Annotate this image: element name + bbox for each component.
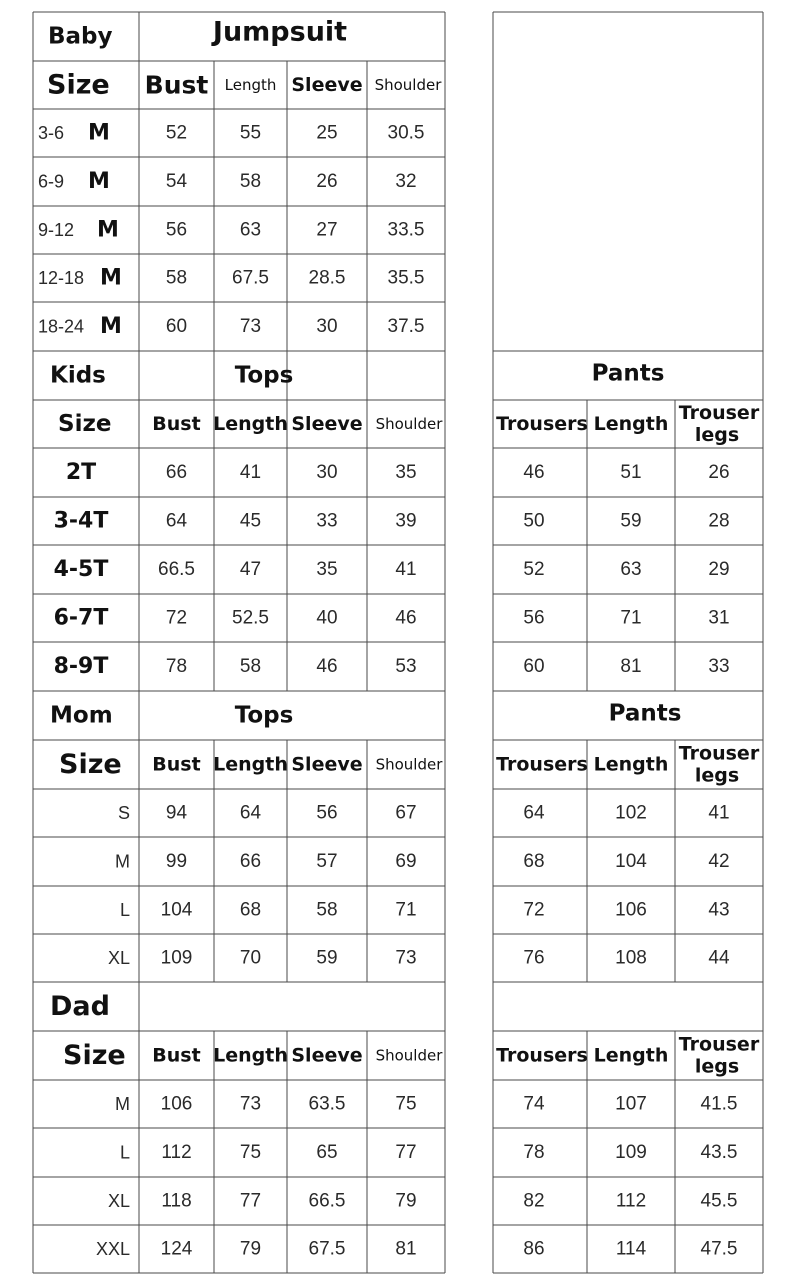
mom-pants-value: 106: [615, 899, 647, 921]
kids-tops-value: 35: [395, 462, 417, 483]
baby-size: 12-18: [38, 268, 85, 288]
mom-tops-header: Shoulder: [375, 755, 443, 774]
kids-tops-value: 66.5: [158, 559, 195, 580]
kids-pants-value: 26: [708, 462, 730, 483]
kids-pants-value: 33: [708, 656, 730, 677]
kids-tops-value: 33: [316, 510, 338, 532]
kids-pants-value: 51: [620, 462, 642, 483]
baby-value: 52: [165, 122, 188, 144]
dad-size: M: [115, 1094, 130, 1114]
kids-tops-value: 46: [395, 607, 417, 629]
dad-pants-value: 41.5: [700, 1093, 738, 1115]
table-grid: [33, 12, 763, 1273]
baby-value: 37.5: [387, 316, 425, 337]
baby-value: 35.5: [387, 267, 425, 289]
dad-legs-header: Trouser: [678, 1033, 760, 1056]
mom-pants-title: Pants: [608, 700, 682, 727]
mom-pants-value: 41: [708, 802, 730, 824]
kids-pants-value: 28: [708, 510, 730, 532]
kids-pants-value: 46: [523, 462, 545, 483]
dad-pants-header: Length: [593, 1044, 669, 1067]
kids-size: 2T: [65, 460, 97, 485]
dad-size: XL: [107, 1191, 130, 1211]
kids-pants-value: 71: [620, 607, 642, 629]
kids-pants-value: 81: [620, 656, 642, 677]
baby-value: 58: [165, 267, 188, 289]
dad-size: XXL: [95, 1239, 130, 1259]
kids-tops-header: Length: [213, 413, 288, 435]
mom-tops-header: Sleeve: [291, 753, 363, 776]
baby-value: 26: [316, 171, 338, 192]
mom-tops-value: 94: [165, 802, 188, 824]
dad-pants-value: 82: [523, 1190, 545, 1212]
baby-size-unit: M: [100, 314, 122, 339]
dad-pants-value: 74: [523, 1093, 545, 1115]
kids-tops-value: 52.5: [232, 607, 269, 629]
mom-pants-header: Length: [593, 753, 669, 776]
baby-size-unit: M: [97, 217, 119, 243]
dad-size-label: Size: [63, 1040, 126, 1071]
baby-value: 58: [239, 171, 262, 192]
kids-tops-value: 64: [165, 510, 188, 532]
kids-pants-value: 56: [523, 607, 545, 629]
mom-tops-value: 64: [239, 802, 262, 824]
kids-tops-value: 66: [165, 462, 188, 483]
mom-pants-value: 68: [523, 851, 545, 872]
dad-pants-value: 107: [615, 1093, 647, 1115]
dad-legs-header: legs: [694, 1055, 740, 1078]
kids-pants-title: Pants: [591, 360, 665, 387]
baby-value: 60: [165, 316, 188, 337]
baby-value: 54: [165, 171, 188, 192]
mom-size-label: Size: [59, 749, 122, 780]
kids-tops-value: 40: [316, 607, 338, 629]
kids-tops-value: 72: [165, 607, 188, 629]
kids-pants-header: Length: [593, 413, 669, 435]
kids-tops-value: 41: [239, 462, 262, 483]
dad-tops-value: 81: [395, 1238, 417, 1260]
dad-pants-value: 112: [615, 1190, 647, 1212]
baby-value: 28.5: [308, 267, 346, 289]
baby-size: 18-24: [38, 316, 85, 337]
baby-header: Bust: [144, 70, 209, 100]
kids-pants-header: Trousers: [496, 413, 588, 435]
mom-tops-value: 68: [239, 899, 262, 921]
mom-pants-value: 64: [523, 802, 545, 824]
kids-size-label: Size: [58, 411, 112, 437]
kids-legs-header: Trouser: [678, 402, 760, 424]
mom-size: L: [119, 900, 130, 920]
baby-header: Sleeve: [291, 74, 363, 96]
mom-pants-value: 42: [708, 851, 730, 872]
kids-size: 6-7T: [53, 605, 109, 631]
mom-pants-value: 102: [615, 802, 647, 824]
dad-tops-value: 118: [161, 1190, 192, 1212]
mom-pants-value: 43: [708, 899, 730, 921]
dad-tops-header: Sleeve: [291, 1044, 363, 1067]
dad-tops-value: 67.5: [308, 1238, 346, 1260]
mom-pants-value: 72: [523, 899, 545, 921]
dad-pants-value: 45.5: [700, 1190, 738, 1212]
mom-tops-value: 58: [316, 899, 338, 921]
kids-pants-value: 31: [708, 607, 730, 629]
dad-pants-header: Trousers: [496, 1044, 588, 1067]
dad-tops-value: 112: [161, 1142, 192, 1163]
dad-tops-header: Length: [213, 1044, 288, 1067]
kids-tops-title: Tops: [234, 362, 294, 389]
kids-pants-value: 63: [620, 559, 642, 580]
kids-pants-value: 50: [523, 510, 545, 532]
baby-value: 30.5: [387, 122, 425, 144]
dad-pants-value: 114: [615, 1238, 647, 1260]
dad-tops-value: 124: [160, 1238, 193, 1260]
mom-tops-value: 99: [165, 851, 188, 872]
dad-tops-value: 106: [160, 1093, 193, 1115]
baby-value: 55: [239, 122, 262, 144]
kids-tops-value: 78: [165, 656, 188, 677]
kids-legs-header: legs: [694, 424, 740, 446]
baby-size-unit: M: [100, 265, 122, 291]
kids-tops-header: Sleeve: [291, 413, 363, 435]
baby-value: 25: [316, 122, 338, 144]
mom-tops-header: Bust: [152, 753, 201, 776]
mom-tops-value: 104: [160, 899, 193, 921]
dad-tops-value: 77: [239, 1190, 262, 1212]
jumpsuit-title: Jumpsuit: [212, 16, 348, 48]
dad-tops-value: 75: [239, 1142, 262, 1163]
mom-tops-value: 57: [316, 851, 338, 872]
mom-size: S: [117, 803, 130, 823]
dad-label: Dad: [50, 991, 110, 1022]
mom-tops-value: 109: [160, 947, 193, 969]
mom-tops-value: 66: [239, 851, 262, 872]
kids-pants-value: 29: [708, 559, 730, 580]
mom-tops-value: 67: [395, 802, 417, 824]
dad-tops-value: 79: [395, 1190, 417, 1212]
baby-value: 67.5: [232, 267, 269, 289]
kids-tops-value: 39: [395, 510, 417, 532]
mom-pants-header: Trousers: [496, 753, 588, 776]
mom-size: XL: [107, 948, 130, 968]
mom-legs-header: Trouser: [678, 742, 760, 765]
mom-tops-value: 71: [395, 899, 417, 921]
dad-tops-value: 73: [239, 1093, 262, 1115]
baby-value: 73: [239, 316, 262, 337]
kids-tops-header: Bust: [152, 413, 201, 435]
baby-size: 6-9: [38, 171, 65, 192]
table-text: [38, 17, 760, 1260]
mom-legs-header: legs: [694, 764, 740, 787]
dad-tops-value: 63.5: [308, 1093, 346, 1115]
dad-tops-value: 66.5: [308, 1190, 346, 1212]
mom-tops-value: 59: [316, 947, 338, 969]
dad-tops-value: 77: [395, 1142, 417, 1163]
kids-pants-value: 52: [523, 559, 545, 580]
dad-tops-header: Shoulder: [375, 1046, 443, 1065]
kids-tops-value: 35: [316, 559, 338, 580]
dad-pants-value: 43.5: [700, 1142, 738, 1163]
baby-header: Length: [224, 76, 277, 94]
dad-pants-value: 109: [615, 1142, 647, 1163]
dad-tops-value: 75: [395, 1093, 417, 1115]
dad-pants-value: 78: [523, 1142, 545, 1163]
baby-size-unit: M: [88, 169, 110, 194]
baby-value: 30: [316, 316, 338, 337]
dad-tops-value: 65: [316, 1142, 338, 1163]
mom-label: Mom: [50, 702, 113, 729]
dad-pants-value: 47.5: [700, 1238, 738, 1260]
kids-pants-value: 60: [523, 656, 545, 677]
kids-tops-value: 47: [239, 559, 262, 580]
baby-value: 32: [395, 171, 417, 192]
mom-size: M: [115, 851, 130, 872]
kids-tops-value: 41: [395, 559, 417, 580]
mom-tops-value: 70: [239, 947, 262, 969]
kids-pants-value: 59: [620, 510, 642, 532]
kids-tops-value: 45: [239, 510, 262, 532]
dad-pants-value: 86: [523, 1238, 545, 1260]
baby-value: 56: [165, 219, 188, 241]
kids-size: 8-9T: [53, 654, 109, 679]
kids-tops-value: 58: [239, 656, 262, 677]
mom-pants-value: 104: [615, 851, 647, 872]
kids-label: Kids: [50, 362, 106, 389]
mom-pants-value: 108: [615, 947, 647, 969]
mom-pants-value: 44: [708, 947, 730, 969]
mom-tops-title: Tops: [234, 702, 294, 729]
mom-tops-value: 69: [395, 851, 417, 872]
kids-tops-value: 46: [316, 656, 338, 677]
baby-value: 33.5: [387, 219, 425, 241]
baby-label: Baby: [48, 23, 113, 50]
dad-size: L: [119, 1142, 130, 1163]
baby-header: Shoulder: [374, 76, 442, 94]
baby-size-label: Size: [47, 69, 110, 101]
mom-pants-value: 76: [523, 947, 545, 969]
kids-size: 3-4T: [53, 508, 109, 534]
mom-tops-value: 56: [316, 802, 338, 824]
kids-tops-value: 30: [316, 462, 338, 483]
baby-value: 27: [316, 219, 338, 241]
dad-tops-header: Bust: [152, 1044, 201, 1067]
kids-size: 4-5T: [53, 557, 109, 582]
baby-size: 9-12: [38, 220, 75, 240]
dad-tops-value: 79: [239, 1238, 262, 1260]
kids-tops-header: Shoulder: [375, 415, 443, 433]
baby-size-unit: M: [88, 120, 110, 146]
mom-tops-value: 73: [395, 947, 417, 969]
baby-size: 3-6: [38, 123, 65, 143]
kids-tops-value: 53: [395, 656, 417, 677]
mom-tops-header: Length: [213, 753, 288, 776]
baby-value: 63: [239, 219, 262, 241]
